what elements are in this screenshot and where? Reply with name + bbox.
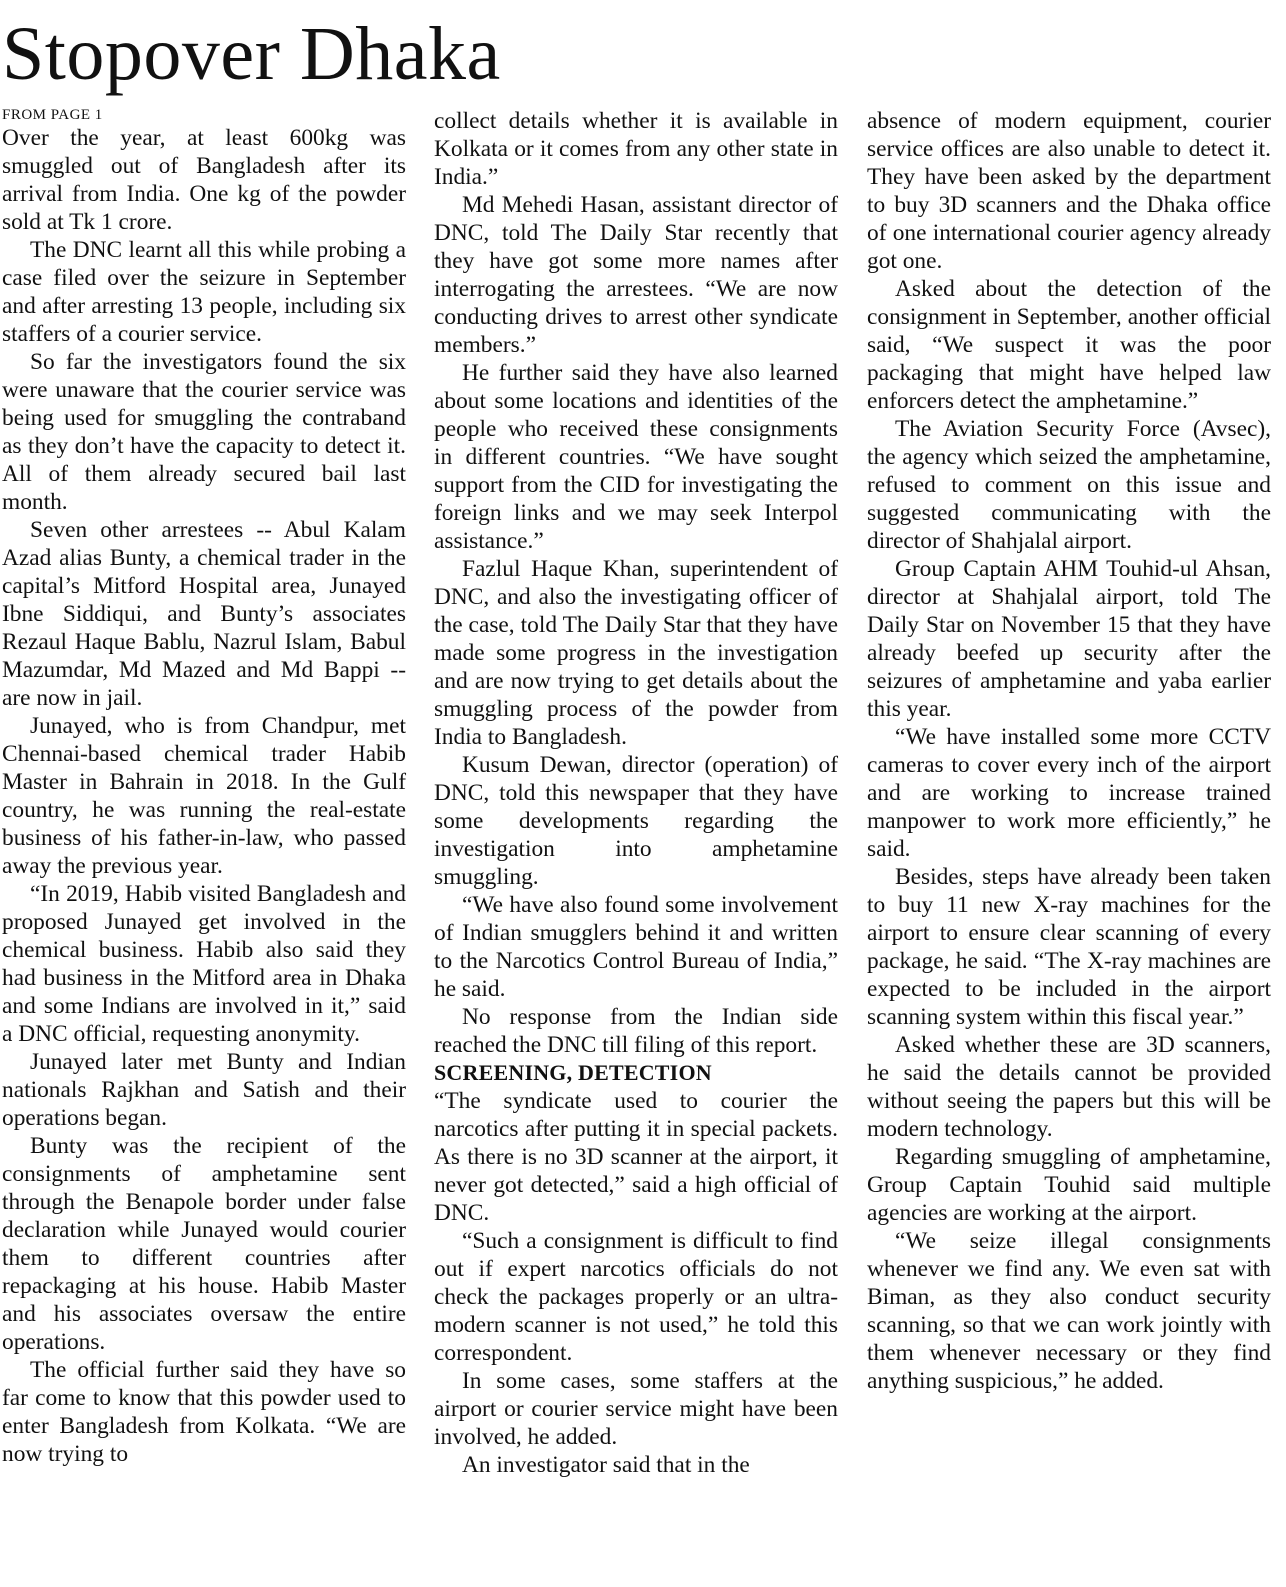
paragraph: Group Captain AHM Touhid-ul Ahsan, director at Shahjalal airport, told The Daily Star on November 15 that they have already beefed up security after the seizures of amphetamine and yaba earlier this year. [867,556,1271,722]
paragraph: “The syndicate used to courier the narcotics after putting it in special packets. As there is no 3D scanner at the airport, it never got detected,” said a high official of DNC. [434,1088,838,1226]
paragraph: Seven other arrestees -- Abul Kalam Azad alias Bunty, a chemical trader in the capital’s Mitford Hospital area, Junayed Ibne Siddiqui, and Bunty’s associates Rezaul Haque Bablu, Nazrul Islam, Babul Mazumdar, Md Mazed and Md Bappi -- are now in jail. [2,517,406,711]
paragraph: Junayed, who is from Chandpur, met Chennai-based chemical trader Habib Master in Bahrain in 2018. In the Gulf country, he was running the real-estate business of his father-in-law, who passed away the previous year. [2,713,406,879]
paragraph: “In 2019, Habib visited Bangladesh and proposed Junayed get involved in the chemical business. Habib also said they had business in the Mitford area in Dhaka and some Indians are involved in it,” said a DNC official, requesting anonymity. [2,881,406,1047]
paragraph: absence of modern equipment, courier service offices are also unable to detect it. They have been asked by the department to buy 3D scanners and the Dhaka office of one international courier agency already got one. [867,108,1271,274]
paragraph: Besides, steps have already been taken to buy 11 new X-ray machines for the airport to ensure clear scanning of every package, he said. “The X-ray machines are expected to be included in the airport scanning system within this fiscal year.” [867,864,1271,1030]
paragraph: Asked about the detection of the consignment in September, another official said, “We suspect it was the poor packaging that might have helped law enforcers detect the amphetamine.” [867,276,1271,414]
paragraph: No response from the Indian side reached the DNC till filing of this report. [434,1004,838,1058]
paragraph: Over the year, at least 600kg was smuggled out of Bangladesh after its arrival from India. One kg of the powder sold at Tk 1 crore. [2,125,406,235]
paragraph: The Aviation Security Force (Avsec), the agency which seized the amphetamine, refused to comment on this issue and suggested communicating with the director of Shahjalal airport. [867,416,1271,554]
paragraph: The DNC learnt all this while probing a case filed over the seizure in September and after arresting 13 people, including six staffers of a courier service. [2,237,406,347]
jump-line: FROM PAGE 1 [2,107,103,123]
paragraph: In some cases, some staffers at the airport or courier service might have been involved, he added. [434,1368,838,1450]
paragraph: The official further said they have so far come to know that this powder used to enter Bangladesh from Kolkata. “We are now trying to [2,1357,406,1467]
paragraph: Junayed later met Bunty and Indian nationals Rajkhan and Satish and their operations began. [2,1049,406,1131]
paragraph: Kusum Dewan, director (operation) of DNC, told this newspaper that they have some developments regarding the investigation into amphetamine smuggling. [434,752,838,890]
paragraph: “We have installed some more CCTV cameras to cover every inch of the airport and are working to increase trained manpower to work more efficiently,” he said. [867,724,1271,862]
article-column-3 [867,106,1271,1395]
paragraph: Fazlul Haque Khan, superintendent of DNC, and also the investigating officer of the case, told The Daily Star that they have made some progress in the investigation and are now trying to get details about the smuggling process of the powder from India to Bangladesh. [434,556,838,750]
paragraph: “We have also found some involvement of Indian smugglers behind it and written to the Narcotics Control Bureau of India,” he said. [434,892,838,1002]
paragraph: collect details whether it is available in Kolkata or it comes from any other state in India.” [434,108,838,190]
headline: Stopover Dhaka [2,12,501,96]
paragraph: “We seize illegal consignments whenever we find any. We even sat with Biman, as they also conduct security scanning, so that we can work jointly with them whenever necessary or they find anything suspicious,” he added. [867,1228,1271,1394]
paragraph: Md Mehedi Hasan, assistant director of DNC, told The Daily Star recently that they have got some more names after interrogating the arrestees. “We are now conducting drives to arrest other syndicate members.” [434,192,838,358]
paragraph: So far the investigators found the six were unaware that the courier service was being used for smuggling the contraband as they don’t have the capacity to detect it. All of them already secured bail last month. [2,349,406,515]
article-column-2 [434,106,838,1479]
paragraph: Bunty was the recipient of the consignments of amphetamine sent through the Benapole border under false declaration while Junayed would courier them to different countries after repackaging at his house. Habib Master and his associates oversaw the entire operations. [2,1133,406,1355]
article-column-1 [2,106,406,1468]
paragraph: An investigator said that in the [462,1452,750,1478]
paragraph: Regarding smuggling of amphetamine, Group Captain Touhid said multiple agencies are working at the airport. [867,1144,1271,1226]
paragraph: Asked whether these are 3D scanners, he said the details cannot be provided without seeing the papers but this will be modern technology. [867,1032,1271,1142]
paragraph: He further said they have also learned about some locations and identities of the people who received these consignments in different countries. “We have sought support from the CID for investigating the foreign links and we may seek Interpol assistance.” [434,360,838,554]
subheading: SCREENING, DETECTION [434,1060,712,1085]
paragraph: “Such a consignment is difficult to find out if expert narcotics officials do not check the packages properly or an ultra-modern scanner is not used,” he told this correspondent. [434,1228,838,1366]
